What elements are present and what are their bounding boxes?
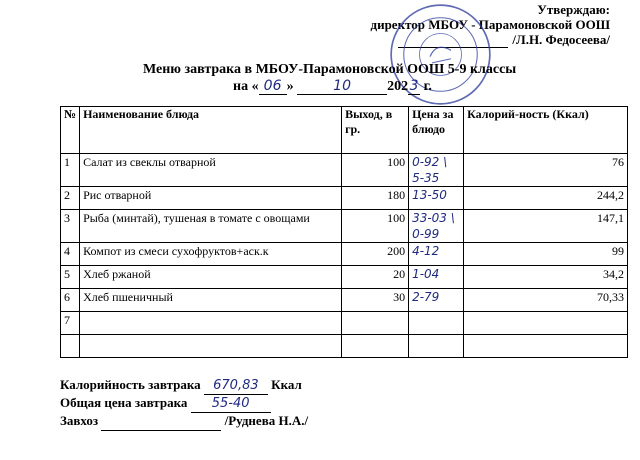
cell-out: [342, 335, 409, 358]
table-row: [61, 266, 628, 289]
header-kcal: Калорий-ность (Ккал): [464, 107, 628, 154]
date-sep: »: [286, 79, 294, 94]
cell-out: 100: [342, 210, 409, 243]
cell-price: 33-03 \ 0-99: [409, 210, 464, 243]
header-out: Выход, в гр.: [342, 107, 409, 154]
date-year-end: г.: [420, 79, 432, 94]
cell-num: 4: [61, 243, 80, 266]
date-year-prefix: 202: [387, 79, 409, 94]
approval-label: Утверждаю:: [537, 2, 610, 17]
cell-name: Хлеб пшеничный: [80, 289, 342, 312]
header-price: Цена за блюдо: [409, 107, 464, 154]
approval-name: /Л.Н. Федосеева/: [512, 32, 610, 47]
cell-num: 2: [61, 187, 80, 210]
cell-name: Рис отварной: [80, 187, 342, 210]
cell-num: 3: [61, 210, 80, 243]
date-day: 06: [259, 78, 287, 95]
kcal-value: 670,83: [204, 378, 268, 395]
date-year-suffix: 3: [409, 78, 419, 94]
cell-kcal: 70,33: [464, 289, 628, 312]
cell-name: Салат из свеклы отварной: [80, 154, 342, 187]
cell-name: Хлеб ржаной: [80, 266, 342, 289]
table-row: [61, 289, 628, 312]
cell-price: 4-12: [409, 243, 464, 266]
kcal-unit: Ккал: [271, 377, 302, 392]
table-header-row: [61, 107, 628, 154]
date-prefix: на «: [233, 79, 259, 94]
cell-name: Рыба (минтай), тушеная в томате с овощами: [80, 210, 342, 243]
approval-position: директор МБОУ - Парамоновской ООШ: [370, 17, 610, 32]
cell-out: 100: [342, 154, 409, 187]
cell-num: 7: [61, 312, 80, 335]
cell-out: 200: [342, 243, 409, 266]
date-month: 10: [297, 78, 387, 95]
cell-num: 5: [61, 266, 80, 289]
cell-num: 6: [61, 289, 80, 312]
table-row: [61, 154, 628, 187]
footer-block: [60, 377, 308, 431]
header-num: №: [61, 107, 80, 154]
cell-out: [342, 312, 409, 335]
cell-out: 20: [342, 266, 409, 289]
cell-out: 180: [342, 187, 409, 210]
menu-table: [60, 106, 628, 358]
cell-price: 2-79: [409, 289, 464, 312]
cell-kcal: 244,2: [464, 187, 628, 210]
table-row: [61, 335, 628, 358]
manager-label: Завхоз: [60, 413, 99, 428]
cell-num: [61, 335, 80, 358]
title-line-1: Меню завтрака в МБОУ-Парамоновской ООШ 5-9 классы: [143, 62, 517, 77]
cell-kcal: 147,1: [464, 210, 628, 243]
cell-name: Компот из смеси сухофруктов+аск.к: [80, 243, 342, 266]
cell-kcal: 99: [464, 243, 628, 266]
cell-kcal: 34,2: [464, 266, 628, 289]
price-label: Общая цена завтрака: [60, 395, 188, 410]
menu-title: [143, 62, 516, 95]
cell-name: [80, 312, 342, 335]
table-row: [61, 243, 628, 266]
table-row: [61, 187, 628, 210]
table-row: [61, 210, 628, 243]
price-value: 55-40: [191, 396, 271, 413]
footer-kcal-row: [60, 377, 308, 395]
kcal-label: Калорийность завтрака: [60, 377, 201, 392]
cell-price: 0-92 \ 5-35: [409, 154, 464, 187]
title-line-2: [143, 78, 516, 95]
cell-num: 1: [61, 154, 80, 187]
cell-price: [409, 312, 464, 335]
header-name: Наименование блюда: [80, 107, 342, 154]
cell-out: 30: [342, 289, 409, 312]
cell-kcal: 76: [464, 154, 628, 187]
manager-name: /Руднева Н.А./: [224, 413, 309, 428]
manager-signature: [101, 414, 221, 431]
cell-price: 13-50: [409, 187, 464, 210]
cell-kcal: [464, 335, 628, 358]
footer-price-row: [60, 395, 308, 413]
table-row: [61, 312, 628, 335]
footer-manager-row: [60, 413, 308, 431]
cell-kcal: [464, 312, 628, 335]
cell-name: [80, 335, 342, 358]
cell-price: [409, 335, 464, 358]
cell-price: 1-04: [409, 266, 464, 289]
